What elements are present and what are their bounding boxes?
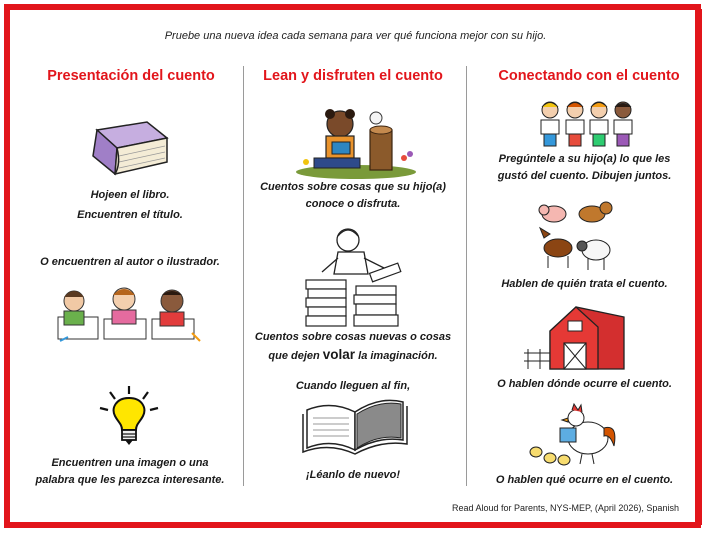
column-divider-right (466, 66, 467, 486)
child-stacking-books-icon (302, 224, 414, 328)
column-title-read: Lean y disfruten el cuento (263, 68, 443, 84)
caption-browse-book: Hojeen el libro. (90, 189, 170, 201)
caption-familiar-stories-line1: Cuentos sobre cosas que su hijo(a) (260, 181, 446, 193)
intro-text: Pruebe una nueva idea cada semana para ver qué funciona mejor con su hijo. (164, 30, 547, 42)
book-icon (85, 120, 175, 182)
caption-find-author: O encuentren al autor o ilustrador. (40, 256, 220, 268)
caption-ask-child-line1: Pregúntele a su hijo(a) lo que les (498, 153, 671, 165)
column-title-connect: Conectando con el cuento (498, 68, 680, 84)
caption-ask-child-line2: gustó del cuento. Dibujen juntos. (497, 170, 672, 182)
caption-familiar-stories-line2: conoce o disfruta. (305, 198, 401, 210)
caption-reach-end: Cuando lleguen al fin, (295, 380, 411, 392)
caption-who-story: Hablen de quién trata el cuento. (501, 278, 668, 290)
caption-volar-word: volar (322, 347, 356, 362)
lightbulb-icon (96, 384, 162, 450)
caption-new-stories-line2 (248, 346, 458, 365)
caption-where-story: O hablen dónde ocurre el cuento. (497, 378, 672, 390)
children-holding-drawings-icon (536, 98, 636, 148)
caption-find-title: Encuentren el título. (77, 209, 183, 221)
footer-credit: Read Aloud for Parents, NYS-MEP, (April 2026), Spanish (452, 503, 679, 513)
caption-new-stories-suffix: la imaginación. (358, 350, 438, 362)
barn-icon (520, 303, 630, 373)
caption-what-story: O hablen qué ocurre en el cuento. (495, 474, 674, 486)
column-divider-left (243, 66, 244, 486)
caption-find-image-line1: Encuentren una imagen o una (51, 457, 209, 469)
farm-animals-icon (538, 198, 620, 274)
caption-new-stories-prefix: que dejen (268, 350, 320, 362)
caption-read-again: ¡Léanlo de nuevo! (305, 469, 401, 481)
caption-find-image-line2: palabra que les parezca interesante. (35, 474, 225, 486)
caption-new-stories-line1: Cuentos sobre cosas nuevas o cosas (254, 331, 452, 343)
girl-reading-icon (292, 106, 420, 180)
children-drawing-icon (52, 283, 202, 345)
column-title-presentation: Presentación del cuento (47, 68, 215, 84)
hen-chicks-icon (526, 402, 620, 468)
open-book-icon (299, 392, 411, 454)
